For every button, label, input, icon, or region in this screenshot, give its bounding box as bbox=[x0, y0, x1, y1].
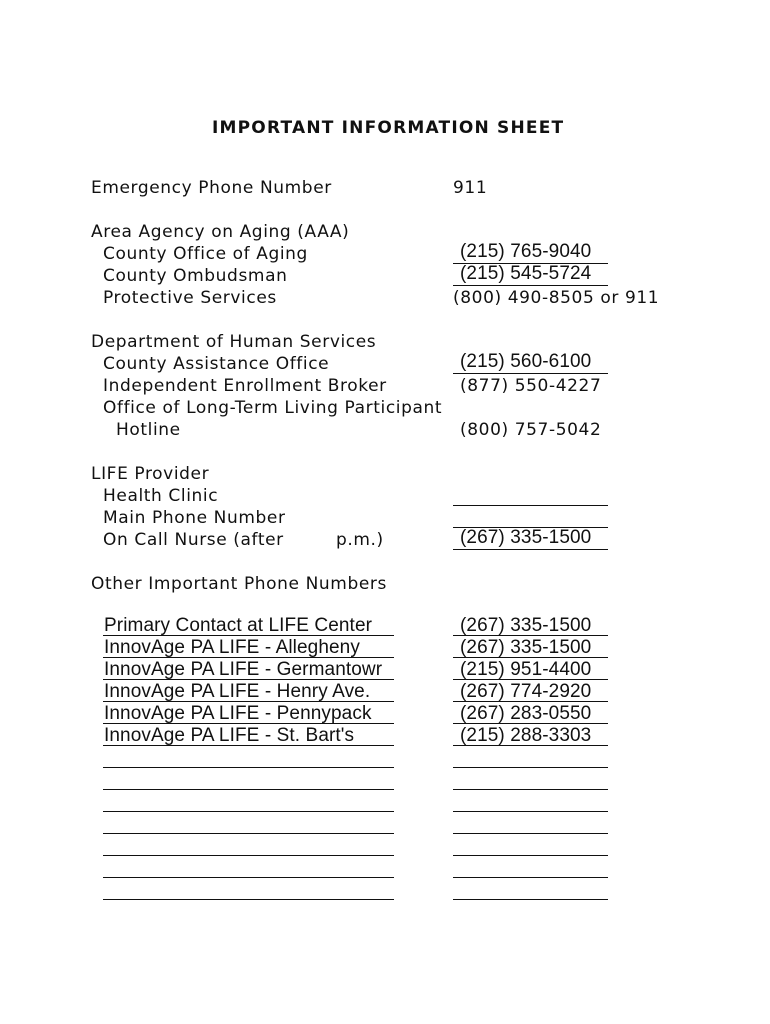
contact-phone[interactable]: (215) 288-3303 bbox=[460, 725, 592, 746]
contact-name-underline bbox=[103, 723, 394, 724]
contact-name-underline bbox=[103, 745, 394, 746]
contact-name-underline bbox=[103, 635, 394, 636]
contact-name[interactable]: InnovAge PA LIFE - Henry Ave. bbox=[104, 681, 371, 702]
aaa-protective-phone: (800) 490-8505 or 911 bbox=[453, 288, 660, 308]
life-nurse-label-suffix: p.m.) bbox=[336, 530, 384, 550]
life-main-label: Main Phone Number bbox=[103, 508, 286, 528]
contact-row bbox=[0, 682, 770, 702]
contact-row bbox=[0, 616, 770, 636]
life-clinic-label: Health Clinic bbox=[103, 486, 219, 506]
blank-row[interactable] bbox=[0, 880, 770, 900]
dhs-heading: Department of Human Services bbox=[91, 332, 377, 352]
contact-name-underline bbox=[103, 701, 394, 702]
contact-row bbox=[0, 704, 770, 724]
contact-name-underline bbox=[103, 657, 394, 658]
blank-row[interactable] bbox=[0, 858, 770, 878]
contact-phone-underline bbox=[453, 723, 608, 724]
dhs-oltl-phone: (800) 757-5042 bbox=[460, 420, 602, 440]
blank-phone-line[interactable] bbox=[453, 833, 608, 834]
aaa-office-label: County Office of Aging bbox=[103, 244, 308, 264]
contact-row bbox=[0, 660, 770, 680]
blank-phone-line[interactable] bbox=[453, 789, 608, 790]
aaa-ombudsman-underline bbox=[453, 285, 608, 286]
blank-name-line[interactable] bbox=[103, 899, 394, 900]
contact-name[interactable]: InnovAge PA LIFE - St. Bart's bbox=[104, 725, 355, 746]
dhs-broker-label: Independent Enrollment Broker bbox=[103, 376, 387, 396]
dhs-broker-phone: (877) 550-4227 bbox=[460, 376, 602, 396]
contact-name[interactable]: InnovAge PA LIFE - Pennypack bbox=[104, 703, 372, 724]
contact-phone[interactable]: (215) 951-4400 bbox=[460, 659, 592, 680]
aaa-ombudsman-label: County Ombudsman bbox=[103, 266, 288, 286]
life-clinic-underline bbox=[453, 505, 608, 506]
blank-name-line[interactable] bbox=[103, 789, 394, 790]
blank-phone-line[interactable] bbox=[453, 877, 608, 878]
emergency-value: 911 bbox=[453, 178, 488, 198]
life-heading: LIFE Provider bbox=[91, 464, 210, 484]
contact-phone[interactable]: (267) 335-1500 bbox=[460, 615, 592, 636]
aaa-ombudsman-phone[interactable]: (215) 545-5724 bbox=[460, 263, 592, 284]
blank-name-line[interactable] bbox=[103, 767, 394, 768]
blank-row[interactable] bbox=[0, 836, 770, 856]
contact-phone[interactable]: (267) 283-0550 bbox=[460, 703, 592, 724]
contact-phone[interactable]: (267) 774-2920 bbox=[460, 681, 592, 702]
aaa-heading: Area Agency on Aging (AAA) bbox=[91, 222, 350, 242]
life-nurse-phone[interactable]: (267) 335-1500 bbox=[460, 527, 592, 548]
page-title: IMPORTANT INFORMATION SHEET bbox=[212, 118, 565, 138]
contact-row bbox=[0, 638, 770, 658]
dhs-cao-label: County Assistance Office bbox=[103, 354, 330, 374]
dhs-cao-phone[interactable]: (215) 560-6100 bbox=[460, 351, 592, 372]
blank-phone-line[interactable] bbox=[453, 855, 608, 856]
dhs-oltl-label-line2: Hotline bbox=[116, 420, 181, 440]
contact-phone-underline bbox=[453, 745, 608, 746]
blank-phone-line[interactable] bbox=[453, 811, 608, 812]
other-heading: Other Important Phone Numbers bbox=[91, 574, 387, 594]
contact-phone-underline bbox=[453, 635, 608, 636]
contact-phone-underline bbox=[453, 701, 608, 702]
contact-name[interactable]: Primary Contact at LIFE Center bbox=[104, 615, 373, 636]
contact-name-underline bbox=[103, 679, 394, 680]
contact-phone-underline bbox=[453, 679, 608, 680]
life-nurse-underline bbox=[453, 549, 608, 550]
dhs-oltl-label-line1: Office of Long-Term Living Participant bbox=[103, 398, 443, 418]
blank-row[interactable] bbox=[0, 814, 770, 834]
blank-phone-line[interactable] bbox=[453, 899, 608, 900]
aaa-protective-label: Protective Services bbox=[103, 288, 277, 308]
contact-phone-underline bbox=[453, 657, 608, 658]
blank-name-line[interactable] bbox=[103, 877, 394, 878]
blank-phone-line[interactable] bbox=[453, 767, 608, 768]
blank-name-line[interactable] bbox=[103, 833, 394, 834]
contact-row bbox=[0, 726, 770, 746]
contact-phone[interactable]: (267) 335-1500 bbox=[460, 637, 592, 658]
aaa-office-phone[interactable]: (215) 765-9040 bbox=[460, 241, 592, 262]
blank-name-line[interactable] bbox=[103, 811, 394, 812]
blank-name-line[interactable] bbox=[103, 855, 394, 856]
contact-name[interactable]: InnovAge PA LIFE - Germantowr bbox=[104, 659, 383, 680]
emergency-label: Emergency Phone Number bbox=[91, 178, 332, 198]
blank-row[interactable] bbox=[0, 748, 770, 768]
contact-name[interactable]: InnovAge PA LIFE - Allegheny bbox=[104, 637, 360, 658]
blank-row[interactable] bbox=[0, 792, 770, 812]
dhs-cao-underline bbox=[453, 373, 608, 374]
blank-row[interactable] bbox=[0, 770, 770, 790]
life-nurse-label: On Call Nurse (after bbox=[103, 530, 284, 550]
